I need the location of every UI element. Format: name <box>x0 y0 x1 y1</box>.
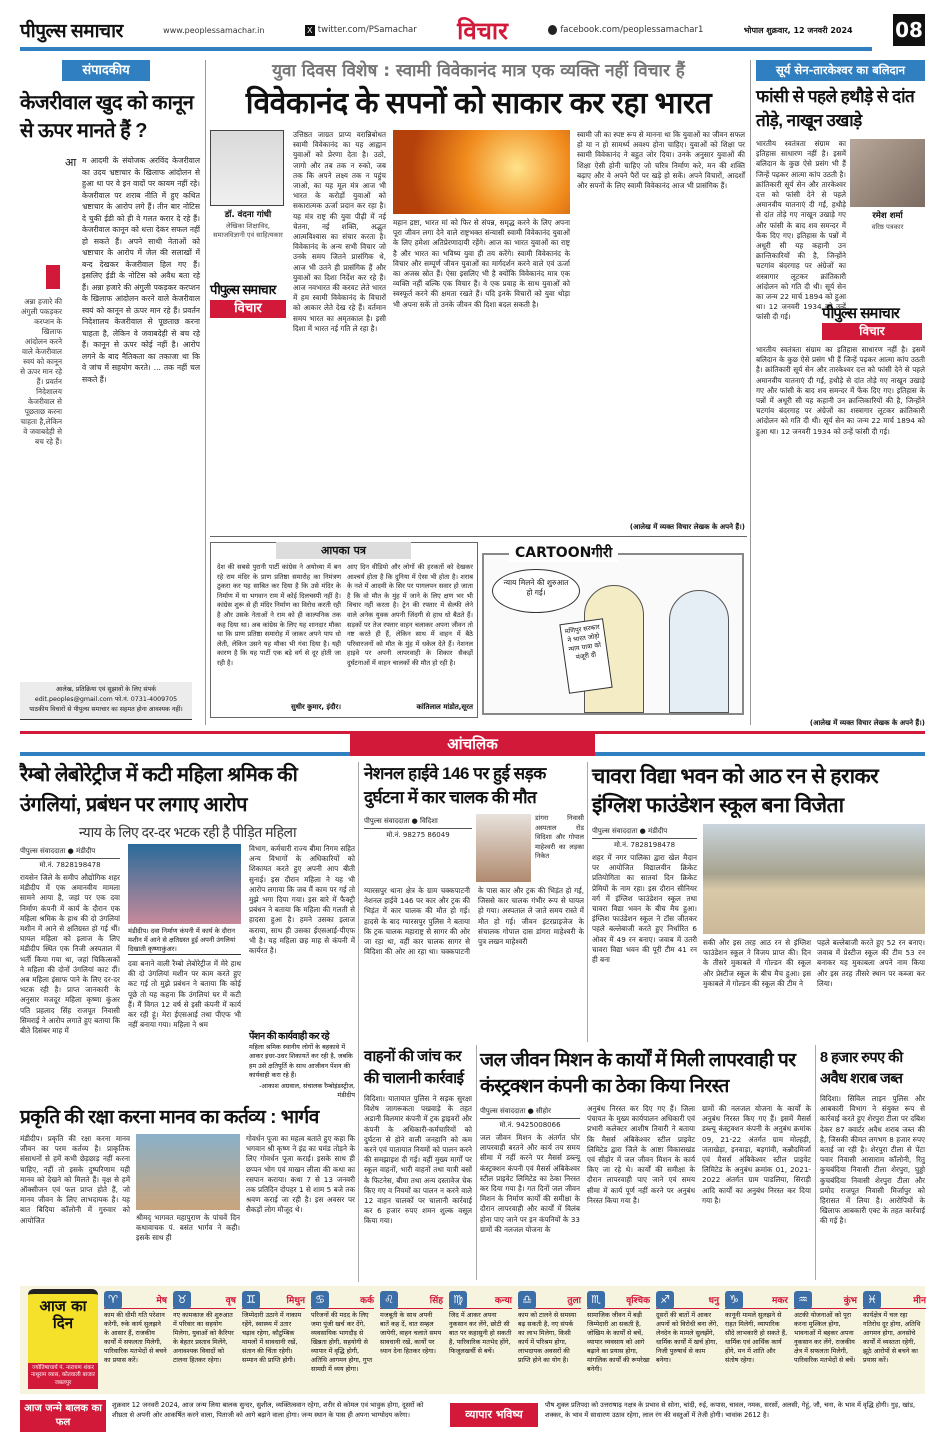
column-divider-right <box>750 60 751 725</box>
author-role: लेखिका शिक्षाविद, समाजविज्ञानी एवं साहित्यकार <box>213 222 283 239</box>
twitter-link[interactable]: twitter.com/PSamachar <box>317 25 417 35</box>
rambo-quote: महिला श्रमिक स्थानीय लोगों के बहकावे में आकर इधर-उधर शिकायतें कर रही है, जबकि हम उसे क्षतिपूर्ति के साथ आजीवन पेंशन की कार्यवाही करा रहे हैं। <box>249 1043 353 1079</box>
rambo-mobile: मो.नं. 7828198478 <box>39 861 101 869</box>
lead-body-1: उत्तिष्ठत जाग्रत प्राप्य वरान्निबोधत स्वामी विवेकानंद का यह आह्वान युवाओं को प्रेरणा देता है। उठो, जागो और तब तक न रुको, जब तक कि अपने लक्ष्य तक न पहुंच जाओ, का यह मूल मंत्र आज भी भारत के करोड़ों युवाओं को सकारात्मक ऊर्जा प्रदान कर रहा है। यह मंत्र राष्ट्र की युवा पीढ़ी में नई चेतना, नई शक्ति, अद्भुत आत्मविश्वास का संचार करता है। विवेकानंद के अन्य सभी विचार जो उनके समय जितने प्रासंगिक थे, आज भी उतने ही प्रासंगिक हैं और युवाओं का दिशा निर्देश कर रहे हैं। आज नवभारत की करवट लेते भारत में हम स्वामी विवेकानंद के विचारों को आकार लेते देख रहे हैं। वर्तमान समय भारत का अमृतकाल है। इसी दिशा में भारत नई गति ले रहा है। <box>293 130 386 333</box>
zodiac-text: काम को टालने से समस्या बढ़ सकती है, नए संपर्क का लाभ मिलेगा, किसी कार्य में परिश्रम होगा, लाभदायक अवसरों की प्राप्ति होने का योग है। <box>518 1311 577 1364</box>
zodiac-icon: ♎ <box>518 1291 536 1309</box>
horoscope-title-box <box>28 1289 98 1389</box>
horoscope-sign-7 <box>587 1291 650 1374</box>
editorial-headline: केजरीवाल खुद को कानून से ऊपर मानते हैं ? <box>20 92 194 142</box>
horoscope-sign-11 <box>863 1291 926 1374</box>
cartoon-box <box>482 545 744 715</box>
trade-forecast-text: पौष शुक्ल प्रतिपदा को उत्तराषाढ़ नक्षत्र के प्रभाव से सोना, चांदी, रुई, कपास, चावल, नमक, सरसों, अलसी, गेहूं, जौ, चना, के भाव में वृद्धि होगी। गुड़, खांड, शक्कर, के भाव में साधारण उठाव रहेगा, लाल रंग की वस्तुओं में तेजी होगी। भावांक 2612 है। <box>545 1401 916 1419</box>
highway-byline: पीपुल्स संवाददाता ● विदिशा <box>364 817 472 829</box>
page-number: 08 <box>893 14 925 46</box>
zodiac-icon: ♌ <box>380 1291 398 1309</box>
lead-kicker: युवा दिवस विशेष : स्वामी विवेकानंद मात्र एक व्यक्ति नहीं विचार हैं <box>272 61 685 81</box>
prakriti-article <box>20 1106 355 1278</box>
author-photo <box>210 130 284 206</box>
sharab-headline: 8 हजार रुपए की अवैध शराब जब्त <box>820 1050 903 1087</box>
sharab-article <box>820 1048 925 1276</box>
rambo-body-2: दवा बनाने वाली रैम्बो लेबोरेट्रीज में मेरे हाथ की दो उंगलियां मशीन पर काम करते हुए कट गई तो मुझे प्रबंधन ने बताया कि कोई पूछे तो यह कहना कि उंगलियां घर में कटी हैं। मैं विगत 12 वर्ष से इसी कंपनी में कार्य कर रही हूं। मेरा ईएसआई तथा पीएफ भी नहीं बनाया गया। महिला ने श्रम <box>128 959 241 1030</box>
header-rule <box>20 47 872 51</box>
facebook-icon <box>548 25 557 35</box>
jal-body-3: ग्रामों की नलजल योजना के कार्यों के अनुबंध निरस्त किए गए हैं। इसमें मैसर्स डब्ल्यू कंस्ट्रक्शन कंपनी के अनुबंध क्रमांक 09, 21-22 अंतर्गत ग्राम मोल्हड़ी, जताखेड़ा, इनवाड़ा, बड़गांवी, कन्नौदमिर्जा एवं मैसर्स अंबिकेश्वर स्टील प्राइवेट लिमिटेड के अनुबंध क्रमांक 01, 2021-2022 अंतर्गत ग्राम पाडलिया, सिराड़ी आदि कार्यों का अनुबंध निरस्त कर दिया गया है। <box>702 1104 811 1205</box>
editorial-tag: संपादकीय <box>62 60 150 81</box>
horoscope-sign-3 <box>311 1291 374 1374</box>
contact-box <box>20 682 192 720</box>
issue-date: भोपाल शुक्रवार, 12 जनवरी 2024 <box>743 25 853 35</box>
born-child-title: आज जन्मे बालक का फल <box>20 1400 106 1432</box>
rambo-photo-caption: मंडीदीप। दवा निर्माण कंपनी में कार्य के दौरान मशीन में आने से क्षतिग्रस्त हुई अपनी उंगलियां दिखाती कृष्णाकुंअर। <box>128 927 241 955</box>
facebook-group <box>548 25 703 35</box>
speech-bubble: न्याय मिलने की शुरुआत हो गई। <box>492 569 580 613</box>
lead-content <box>210 130 747 532</box>
highway-side-text: डांगरा निवासी अस्पताल रोड विदिशा और गोपाल माहेश्वरी का लड़का निकेत <box>535 814 584 860</box>
trade-forecast-title: व्यापार भविष्य <box>450 1403 538 1427</box>
zodiac-text: कार्यक्षेत्र में चल रहा गतिरोध दूर होगा, अतिथि आगमन होगा, अनसोचे कार्यों में व्यस्तता रहेगी, झूठे आरोपों से बचने का प्रयास करें। <box>863 1311 921 1364</box>
astrologer-name: ज्योतिषाचार्य पं. नारायण शंकर नाथूराम व्यास, कोतवाली बाजार जबलपुर <box>28 1363 98 1390</box>
chawra-article <box>592 762 925 1042</box>
cartoon-title: CARTOONगीरी <box>509 543 618 562</box>
lead-logo-tag: विचार <box>210 300 286 318</box>
right-logo: पीपुल्स समाचार <box>822 304 899 322</box>
letter-2: आए दिन वीडियो और लोगों की हरकतों को देखकर आश्चर्य होता है कि दुनिया में ऐसा भी होता है। शराब के नशे में आदमी के सिर पर पागलपन सवार हो जाता है कि वो मौत के मुंह में जाने के लिए क्षण भर भी विचार नहीं करता है। ट्रेन की रफ्तार में सेल्फी लेने वाले अनेक युवक अपनी जिंदगी से हाथ धो बैठते हैं। सड़कों पर तेज रफ्तार वाहन चलाकर अपना जीवन तो नष्ट करते ही हैं, लेकिन साथ में वाहन में बैठे परिवारजनों को मौत के मुंह में धकेल देते हैं। नेशनल हाइवे पर अपनी लापरवाही के शिकार सैकड़ों दुर्घटनाओं में वाहन चालकों की मौत हो रही है। <box>347 563 473 667</box>
rambo-col-2 <box>128 844 241 1100</box>
zodiac-name: वृश्चिक <box>626 1296 650 1306</box>
letter-2-signature: कांतिलाल मांडोत,सूरत <box>416 703 473 711</box>
pull-quote-column <box>20 155 62 676</box>
zodiac-header <box>656 1291 719 1309</box>
rambo-body-3: विभाग, कर्मचारी राज्य बीमा निगम सहित अन्य विभागों के अधिकारियों को शिकायत करते हुए अपनी आप बीती सुनाई। इस दौरान महिला ने यह भी आरोप लगाया कि जब मैं काम पर गई तो मुझे भगा दिया गया। इस बारे में फैक्ट्री प्रबंधन ने बताया कि महिला की गलती से हादसा हुआ है। हमने उसका इलाज कराया, साथ ही उसका ईएसआई-पीएफ भी है। यह महिला छह माह से कंपनी में कार्यरत है। <box>249 844 355 956</box>
twitter-group <box>305 25 417 36</box>
zodiac-icon: ♉ <box>173 1291 191 1309</box>
right-author-role: वरिष्ठ पत्रकार <box>871 223 904 231</box>
horoscope-sign-6 <box>518 1291 581 1374</box>
zodiac-icon: ♍ <box>449 1291 467 1309</box>
lead-body-3: स्वामी जी का स्पष्ट रूप से मानना था कि युवाओं का जीवन सफल हो या न हो सामर्थ्य अवश्य होना चाहिए। युवाओं को शिक्षा पर स्वामी विवेकानंद ने बहुत जोर दिया। उनके अनुसार युवाओं की शिक्षा ऐसी होनी चाहिए जो चरित्र निर्माण करे, मन की शक्ति बढ़ाए और वे अपने पैरों पर खड़े हो सकें। अपने विचारों, आदर्शों और सपनों के लिए स्वामी विवेकानंद आज भी प्रासंगिक हैं। <box>577 130 745 191</box>
jal-byline: पीपुल्स संवाददाता ● सीहोर <box>480 1107 580 1119</box>
horoscope-sign-1 <box>173 1291 236 1374</box>
prakriti-headline: प्रकृति की रक्षा करना मानव का कर्तव्य : भार्गव <box>20 1107 319 1128</box>
zodiac-text: दूसरों की बातों में आकर अपनों को विरोधी बना लेंगे, लेनदेन के मामले सुलझेंगे, धार्मिक कार्यों में खर्च होगा, निजी पुरुषार्थ से काम बनेगा। <box>656 1311 719 1364</box>
horoscope-title: आज का दिन <box>39 1297 87 1332</box>
zodiac-header <box>794 1291 857 1309</box>
highway-top <box>364 814 584 882</box>
kathavachak-photo <box>136 1134 240 1210</box>
rambo-body-1: रायसेन जिले के समीप औद्योगिक शहर मंडीदीप में एक अमानवीय मामला सामने आया है, जहां पर एक दवा निर्माण कंपनी में कार्य के दौरान एक महिला श्रमिक के हाथ की दो उंगलियां मशीन में आने से क्षतिग्रस्त हो गई थीं। घायल महिला को इलाज के लिए मंडीदीप स्थित एक निजी अस्पताल में भर्ती किया गया था, जहां चिकित्सकों ने महिला की दोनों उंगलियां काट दीं। अब महिला इंसाफ पाने के लिए दर-दर भटक रही है। प्राप्त जानकारी के अनुसार मजदूर महिला कृष्णा कुंअर पति प्रहलाद सिंह राजपूत निवासी सिमराई ने आरोप लगाते हुए बताया कि बीते दिसंबर माह में <box>20 873 120 1036</box>
letters-title: आपका पत्र <box>276 542 411 559</box>
zodiac-header <box>242 1291 305 1309</box>
right-tag: सूर्य सेन-तारकेश्वर का बलिदान <box>756 60 925 81</box>
zodiac-header <box>518 1291 581 1309</box>
prakriti-body-1: मंडीदीप। प्रकृति की रक्षा करना मानव जीवन का परम कर्तव्य है। प्राकृतिक संसाधनों से हमें कभी छेड़छाड़ नहीं करना चाहिए, नहीं तो इसके दुष्परिणाम यही मानव को देखने को मिलते हैं। वृक्ष से हमें ऑक्सीजन एवं फल प्राप्त होते हैं, जो मानव जीवन के लिए लाभदायक है। यह बात बिदिया कॉलोनी में गुरुवार को आयोजित <box>20 1134 130 1225</box>
prakriti-content <box>20 1134 355 1278</box>
divider <box>358 762 359 1282</box>
author-name: डॉ. वंदना गांधी <box>224 210 272 220</box>
zodiac-name: मीन <box>913 1296 926 1306</box>
zodiac-name: मकर <box>772 1296 788 1306</box>
highway-mobile: मो.नं. 98275 86049 <box>386 831 450 839</box>
zodiac-icon: ♊ <box>242 1291 260 1309</box>
prakriti-body-2: गोवर्धन पूजा का महत्व बताते हुए कहा कि भगवान श्री कृष्ण ने इंद्र का घमंड तोड़ने के लिए गोवर्धन पूजा कराई। इसके साथ ही छप्पन भोग एवं माखन लीला की कथा का रसपान कराया। कथा 7 से 13 जनवरी तक प्रतिदिन दोपहर 1 से शाम 5 बजे तक श्रवण कराई जा रही है। इस अवसर पर सैकड़ों लोग मौजूद थे। <box>246 1134 355 1215</box>
editorial-column <box>20 60 200 676</box>
lead-right-column <box>577 130 745 532</box>
zodiac-icon: ♐ <box>656 1291 674 1309</box>
rambo-article <box>20 760 355 1100</box>
zodiac-header <box>380 1291 443 1309</box>
born-child-text: शुक्रवार 12 जनवरी 2024, आज जन्म लिया बालक सुन्दर, सुशील, व्यक्तित्ववान रहेगा, शरीर से कोमल एवं भावुक होगा, दूसरों को शीघ्रता से अपनी ओर आकर्षित करने वाला, पिताजी को आगे बढ़ाने वाला होगा। जन्म स्थान के पास ही अपना भाग्योदय करेगा। <box>112 1401 424 1419</box>
zodiac-text: सामाजिक जीवन में बड़ी जिम्मेदारी आ सकती है, जोखिम के कार्यों से बचें, व्यापार व्यवसाय को आगे बढ़ाने का प्रयास होगा, मांगलिक कार्यों की रूपरेखा बनेगी। <box>587 1311 650 1373</box>
zodiac-icon: ♈ <box>104 1291 122 1309</box>
lead-body-2: महान द्रष्टा, भारत मां को फिर से संपन्न, समृद्ध करने के लिए अपना पूरा जीवन लगा देने वाले राष्ट्रभक्त संन्यासी स्वामी विवेकानंद युवाओं के लिए हमेशा अतिप्रेरणादायी रहेंगे। आज का भारत युवाओं का राष्ट्र है और भारत का भविष्य युवा ही तय करेंगे। स्वामी विवेकानंद के विचार और सम्पूर्ण जीवन युवाओं का मार्गदर्शन करने वाले एवं ऊर्जा का अजस्र स्रोत हैं। ऐसा इसलिए भी है क्योंकि विवेकानंद मात्र एक व्यक्ति नहीं बल्कि एक विचार हैं। वे एक प्रवाह के साथ युवाओं को स्वस्फूर्त करने की क्षमता रखते हैं। यदि इनके विचारों को युवा थोड़ा भी अपना सकें तो उनके जीवन की दिशा बदल सकती है। <box>393 218 570 309</box>
jal-content <box>480 1104 811 1276</box>
zodiac-name: सिंह <box>429 1296 443 1306</box>
sharab-body: विदिशा। सिविल लाइन पुलिस और आबकारी विभाग ने संयुक्त रूप से कार्रवाई करते हुए शेरपुरा टीला पर दबिश देकर 87 क्वार्टर अवैध शराब जब्त की है, जिसकी कीमत लगभग 8 हजार रुपए बताई जा रही है। शेरपुरा टीला से पेंटा पवार निवासी आसाराम कॉलोनी, रितु कुचबंदिया निवासी टीला शेरपुरा, घुड्डो कुचबंदिया निवासी शेरपुरा टीला और प्रमोद राजपूत निवासी मिर्जापुर को हिरासत में लिया है। आरोपियों के खिलाफ आबकारी एक्ट के तहत कार्रवाई की गई है। <box>820 1094 925 1226</box>
section-title: विचार <box>457 18 508 45</box>
highway-byline-box <box>364 814 472 882</box>
divider <box>587 762 588 1042</box>
zodiac-header <box>725 1291 788 1309</box>
rambo-col-3 <box>249 844 355 1100</box>
zodiac-text: जिद में आकर अपना नुकसान कर लेंगे, छोटी सी बात पर कहासुनी हो सकती है, पारिवारिक मतभेद होंगे, फिजूलखर्ची से बचें। <box>449 1311 512 1355</box>
rambo-content <box>20 844 355 1100</box>
lead-headline: विवेकानंद के सपनों को साकार कर रहा भारत <box>245 87 712 120</box>
zodiac-text: मजबूती के साथ अपनी बातें कह दें, वात सम्हल जायेगी, वाहन चलाते समय सावधानी रखें, कार्यों पर ध्यान देना हितकर रहेगा। <box>380 1311 442 1355</box>
masthead <box>20 14 925 46</box>
divider <box>476 1045 477 1280</box>
zodiac-header <box>863 1291 926 1309</box>
lead-author-column <box>210 130 286 532</box>
right-headline: फांसी से पहले हथौड़े से दांत तोड़े, नाखून उखाड़े <box>756 87 915 130</box>
zodiac-name: मिथुन <box>286 1296 305 1306</box>
prakriti-photo-col <box>136 1134 240 1278</box>
right-body: भारतीय स्वतंत्रता संग्राम का इतिहास साधारण नहीं है। इसमें बलिदान के कुछ ऐसे प्रसंग भी हैं जिन्हें पढ़कर आत्मा कांप उठती है। क्रांतिकारी सूर्य सेन और तारकेश्वर दत्त को फांसी देने से पहले अमानवीय यातनाएं दी गईं, हथौड़े से दांत तोड़े गए नाखून उखाड़े गए और फांसी के बाद शव समन्दर में फेंक दिए गए। इतिहास के पन्नों में अधूरी सी यह कहानी उन क्रान्तिकारियों की है, जिन्होंने चटगांव बंदरगाह पर अंग्रेजों का शस्त्रागार लूटकर क्रांतिकारी आंदोलन को गति दी थी। सूर्य सेन का जन्म 22 मार्च 1894 को हुआ था। 12 जनवरी 1934 को उन्हें फांसी दी गई। <box>756 139 846 322</box>
horoscope-sign-2 <box>242 1291 305 1374</box>
horoscope-sign-5 <box>449 1291 512 1374</box>
right-footer: (आलेख में व्यक्त विचार लेखक के अपने हैं।) <box>809 719 925 727</box>
newspaper-logo: पीपुल्स समाचार <box>20 21 123 42</box>
horoscope-sign-4 <box>380 1291 443 1374</box>
zodiac-header <box>587 1291 650 1309</box>
zodiac-text: काम की धीमी गति परेशान करेगी, रुके कार्य सुलझने के आसार हैं, राजकीय कार्यों में सफलता मिलेगी, पारिवारिक मतभेदों से बचने का प्रयास करें। <box>104 1311 167 1364</box>
zodiac-text: कानूनी मामले सुलझने से राहत मिलेगी, व्यापारिक सौदे लाभकारी हो सकते हैं, धार्मिक एवं आर्थिक कार्य होंगे, मन में शांति और संतोष रहेगा। <box>725 1311 788 1364</box>
column-divider <box>205 60 206 725</box>
chawra-col-1 <box>592 824 697 1042</box>
jal-article <box>480 1048 811 1276</box>
zodiac-icon: ♒ <box>794 1291 812 1309</box>
zodiac-name: कन्या <box>494 1296 512 1306</box>
zodiac-header <box>104 1291 167 1309</box>
regional-section-title: आंचलिक <box>350 733 595 756</box>
editorial-content <box>20 155 200 676</box>
horoscope-sign-10 <box>794 1291 857 1374</box>
chawra-lower <box>703 938 925 1042</box>
facebook-link[interactable]: facebook.com/peoplessamachar1 <box>560 25 704 35</box>
zodiac-name: मेष <box>156 1296 167 1306</box>
divider <box>815 1045 816 1280</box>
chawra-body-1: शहर में नगर पालिका द्वारा खेल मैदान पर आयोजित विद्यालयीन क्रिकेट प्रतियोगिता का सातवां दिन क्रिकेट प्रेमियों के नाम रहा। इस दौरान सीनियर वर्ग में इंग्लिश फाउंडेशन स्कूल तथा चावरा विद्या भवन के बीच मैच हुआ। इंग्लिश फाउंडेशन स्कूल ने टॉस जीतकर पहले बल्लेबाजी करते हुए निर्धारित 6 ओवर में 49 रन बनाए। जवाब में उतरी चावरा विद्या भवन की पूरी टीम 41 रन ही बना <box>592 853 697 965</box>
letter-1: देश की सबसे पुरानी पार्टी कांग्रेस ने अयोध्या में बन रहे राम मंदिर के प्राण प्रतिष्ठा समारोह का निमंत्रण ठुकरा कर यह साबित कर दिया है कि उसे मंदिर के निर्माण में या भगवान राम में कोई दिलचस्पी नहीं है। कांग्रेस शुरू से ही मंदिर निर्माण का विरोध करती रही है और उसके नेताओं ने राम को ही काल्पनिक तक कह दिया था। अब कांग्रेस के लिए यह शानदार मौका था कि प्राण प्रतिष्ठा समारोह में जाकर अपने पाप धो लेती, लेकिन उसने यह मौका भी गंवा दिया है। यही कारण है कि यह पार्टी एक बड़े वर्ग से दूर होती जा रही है। <box>217 563 341 667</box>
letter-1-signature: सुधीर कुमार, इंदौर। <box>291 703 341 711</box>
rambo-quote-signature: -आकाश अग्रवाल, संचालक रैम्बोइंडस्ट्रीज, मंडीदीप <box>259 1082 355 1099</box>
section-divider <box>210 536 747 537</box>
cartoon-figure-right <box>669 590 729 713</box>
lead-center-column <box>393 130 570 532</box>
letters-box <box>210 542 478 718</box>
website-link[interactable]: www.peoplessamachar.in <box>163 25 265 35</box>
highway-headline: नेशनल हाईवे 146 पर हुई सड़क दुर्घटना में कार चालक की मौत <box>364 764 546 807</box>
jal-headline: जल जीवन मिशन के कार्यों में मिली लापरवाही पर कंस्ट्रक्शन कंपनी का ठेका किया निरस्त <box>480 1050 796 1097</box>
right-author-box <box>850 139 925 299</box>
rambo-quote-title: पेंशन की कार्यवाही कर रहे <box>249 1031 330 1043</box>
prakriti-caption: श्रीमद् भागवत महापुराण के पांचवें दिन कथावाचक पं. बसंत भार्गव ने कही। इसके साथ ही <box>136 1213 240 1243</box>
rambo-photo <box>128 844 241 924</box>
vahan-body: विदिशा। यातायात पुलिस ने सड़क सुरक्षा विशेष जागरूकता पखवाड़े के तहत अडानी विलमार कंपनी में ट्रक ड्राइवरों और कंपनी के अधिकारी-कर्मचारियों को दुर्घटना से होने वाली जनहानि को कम करने एवं यातायात नियमों को पालन करने की समझाइश दी गई। वहीं मुख्य मार्गों पर स्कूल वाहनों, भारी वाहनों तथा यात्री बसों के फिटनेस, बीमा तथा अन्य दस्तावेज चेक किए गए व नियमों का पालन न करने वाले 12 वाहन चालकों पर चालानी कार्रवाई कर 6 हजार रुपए शमन शुल्क वसूल किया गया। <box>364 1094 472 1226</box>
zodiac-text: जिम्मेदारी उठाने में नाकाम रहेंगे, स्वास्थ्य में उतार चढ़ाव रहेगा, कौटुम्बिक मामलों में सावधानी रखें, संतान की चिंता रहेगी। सम्मान की प्राप्ति होगी। <box>242 1311 302 1364</box>
right-logo-tag: विचार <box>822 323 922 340</box>
chawra-body-3: पहले बल्लेबाजी करते हुए 52 रन बनाए। जवाब में प्रेस्टीज स्कूल की टीम 53 रन बनाकर यह मुकाबला अपने नाम किया और इस तरह तीसरे स्थान पर कब्जा कर लिया। <box>817 938 925 988</box>
lead-logo: पीपुल्स समाचार <box>210 283 276 298</box>
jal-col-1 <box>480 1104 580 1276</box>
victim-photo <box>476 814 531 882</box>
right-column <box>756 60 925 728</box>
disclaimer: पाठकीय विचारों से पीपुल्स समाचार का सहमत होना आवश्यक नहीं। <box>29 706 183 713</box>
rambo-headline: रैम्बो लेबोरेट्रीज में कटी महिला श्रमिक की उंगलियां, प्रबंधन पर लगाए आरोप <box>20 764 298 816</box>
zodiac-icon: ♑ <box>725 1291 743 1309</box>
editorial-body: म आदमी के संयोजक अरविंद केजरीवाल का उदय भ्रष्टाचार के खिलाफ आंदोलन से हुआ था पर वे इन वादों पर कायम नहीं रहे। केजरीवाल पर शराब नीति में हुए कथित भ्रष्टाचार के आरोप लगे हैं। तीन बार नोटिस दे चुकी ईडी को ही वे गलत करार दे रहे हैं। केजरीवाल कानून को धत्ता देकर सफल नहीं हो सकते हैं। अपने साथी नेताओं को भ्रष्टाचार के आरोप में जेल की सलाखों में बन्द देखकर केजरीवाल हिल गए हैं। इसलिए ईडी के नोटिस को अवैध बता रहे हैं। अन्ना हजारे की अंगुली पकड़कर करप्शन के खिलाफ आंदोलन करने वाले केजरीवाल स्वयं को कानून से ऊपर मान रहे हैं। प्रवर्तन निदेशालय केजरीवाल से पूछताछ करना चाहता है, लेकिन वे जवाबदेही से बच रहे हैं। कानून से ऊपर कोई नहीं है। आरोप लगने के बाद नैतिकता का तकाजा था कि वे जांच में सहयोग करते। ... तक नहीं चल सकते हैं। <box>82 156 200 384</box>
zodiac-icon: ♋ <box>311 1291 329 1309</box>
chawra-headline: चावरा विद्या भवन को आठ रन से हराकर इंग्लिश फाउंडेशन स्कूल बना विजेता <box>592 765 879 817</box>
chawra-mobile: मो.नं. 7828198478 <box>613 841 676 849</box>
contact-line: आलेख, प्रतिक्रिया एवं सुझावों के लिए संपर्क <box>55 686 157 693</box>
zodiac-name: धनु <box>708 1296 719 1306</box>
zodiac-name: तुला <box>567 1296 581 1306</box>
horoscope-sign-8 <box>656 1291 719 1374</box>
chawra-byline: पीपुल्स संवाददाता ● मंडीदीप <box>592 827 697 839</box>
cricket-ground-photo <box>703 824 925 934</box>
zodiac-icon: ♏ <box>587 1291 605 1309</box>
rambo-byline: पीपुल्स संवाददाता ● मंडीदीप <box>20 847 120 859</box>
zodiac-header <box>449 1291 512 1309</box>
zodiac-name: कुंभ <box>843 1296 857 1306</box>
drop-cap: आ <box>65 156 77 169</box>
vahan-headline: वाहनों की जांच कर की चालानी कार्रवाई <box>364 1048 464 1087</box>
right-body-cont: भारतीय स्वतंत्रता संग्राम का इतिहास साधारण नहीं है। इसमें बलिदान के कुछ ऐसे प्रसंग भी हैं जिन्हें पढ़कर आत्मा कांप उठती है। क्रांतिकारी सूर्य सेन और तारकेश्वर दत्त को फांसी देने से पहले अमानवीय यातनाएं दी गईं, हथौड़े से दांत तोड़े गए नाखून उखाड़े गए और फांसी के बाद शव समन्दर में फेंक दिए गए। इतिहास के पन्नों में अधूरी सी यह कहानी उन क्रान्तिकारियों की है, जिन्होंने चटगांव बंदरगाह पर अंग्रेजों का शस्त्रागार लूटकर क्रांतिकारी आंदोलन को गति दी थी। सूर्य सेन का जन्म 22 मार्च 1894 को हुआ था। 12 जनवरी 1934 को उन्हें फांसी दी गई। <box>756 345 925 436</box>
zodiac-header <box>173 1291 236 1309</box>
highway-article <box>364 762 584 1040</box>
lead-article <box>210 60 747 532</box>
chawra-content <box>592 824 925 1042</box>
zodiac-name: कर्क <box>360 1296 374 1306</box>
zodiac-list <box>104 1291 925 1374</box>
zodiac-text: नए कामकाज की शुरुआत में परिवार का सहयोग मिलेगा, युवाओं को कैरियर के बेहतर प्रस्ताव मिलेंगे, अनावश्यक विवादों को टालना हितकर रहेगा। <box>173 1311 234 1364</box>
vivekananda-photo <box>393 130 570 214</box>
contact-email[interactable]: edit.peoples@gmail.com फो.नं. 0731-4009705 <box>34 696 178 703</box>
highway-body: ग्यारसपुर थाना क्षेत्र के ग्राम चक्कपाटनी नेशनल हाईवे 146 पर कार और ट्रक की भिड़ंत में कार चालक की मौत हो गई। हादसे के बाद ग्यारसपुर पुलिस ने बताया कि ट्रक चालक महाराष्ट्र से सागर की ओर जा रहा था, वहीं कार चालक सागर से विदिशा की ओर आ रहा था। चक्कपाटनी के पास कार और ट्रक की भिड़ंत हो गई, जिससे कार चालक गंभीर रूप से घायल हो गया। अस्पताल ले जाते समय रास्ते में मौत हो गई। जीवन इंटरप्राइजेज के संचालक गोपाल दास डांगरा माहेश्वरी के पुत्र लखन माहेश्वरी <box>364 886 584 957</box>
chawra-body-2: सकी और इस तरह आठ रन से इंग्लिश फाउंडेशन स्कूल ने विजय प्राप्त की। दिन के तीसरे मुकाबले में गोल्डन की स्कूल और प्रेस्टीज स्कूल के बीच मैच हुआ। इस मुकाबले में गोल्डन की स्कूल की टीम ने <box>703 938 811 988</box>
zodiac-header <box>311 1291 374 1309</box>
zodiac-icon: ♓ <box>863 1291 881 1309</box>
editorial-pull-quote: अन्ना हजारे की अंगुली पकड़कर करप्शन के खिलाफ आंदोलन करने वाले केजरीवाल स्वयं को कानून से ऊपर मान रहे हैं। प्रवर्तन निदेशालय केजरीवाल से पूछताछ करना चाहता है,लेकिन वे जवाबदेही से बच रहे हैं। <box>20 297 62 446</box>
zodiac-name: वृष <box>225 1296 236 1306</box>
right-author: रमेश शर्मा <box>872 211 903 221</box>
pull-quote-marker <box>46 265 60 289</box>
lead-footer: (आलेख में व्यक्त विचार लेखक के अपने हैं।) <box>629 523 745 531</box>
twitter-icon: X <box>305 25 315 36</box>
horoscope-sign-9 <box>725 1291 788 1374</box>
jal-body-1: जल जीवन मिशन के अंतर्गत घोर लापरवाही बरतने और कार्य तय समय सीमा में नहीं करने पर मैसर्स डब्ल्यू कंस्ट्रक्शन कंपनी एवं मैसर्स अंबिकेश्वर स्टील प्राइवेट लिमिटेड का ठेका निरस्त कर दिया गया है। गत दिनों जल जीवन मिशन के निर्माण कार्यों की समीक्षा के दौरान लापरवाही और कार्यों में विलंब होना पाए जाने पर इन कंपनियों के 33 ग्रामों की नलजल योजना के <box>480 1133 580 1234</box>
jal-mobile: मो.नं. 9425008066 <box>499 1121 561 1129</box>
author-photo-right <box>850 139 925 207</box>
vahan-article <box>364 1046 472 1276</box>
chawra-col-2 <box>703 824 925 1042</box>
jal-body-2: अनुबंध निरस्त कर दिए गए हैं। जिला पंचायत के मुख्य कार्यपालन अधिकारी एवं प्रभारी कलेक्टर आशीष तिवारी ने बताया कि मैसर्स अंबिकेश्वर स्टील प्राइवेट लिमिटेड द्वारा जिले के आष्टा विकासखंड एवं सीहोर में जल जीवन मिशन के कार्य किए जा रहे थे। कार्यों की समीक्षा के दौरान लापरवाही पाए जाने एवं समय सीमा में कार्य पूर्ण नहीं करने पर अनुबंध निरस्त किया गया है। <box>587 1104 695 1205</box>
horoscope-sign-0 <box>104 1291 167 1374</box>
zodiac-text: अटकी योजनाओं को पूरा करना मुश्किल होगा, भावनाओं में बहकर अपना नुकसान कर लेंगे, राजकीय क्षेत्र में सफलता मिलेगी, पारिवारिक मतभेदों से बचें। <box>794 1311 856 1364</box>
zodiac-text: परिजनों की मदद के लिए जमा पूंजी खर्च कर देंगे, व्यवसायिक भागदौड़ से खिन्नता होगी, सहयोगी से व्यापार में वृद्धि होगी, अतिथि आगमन होगा, गुप्त सामग्री में व्यय होगा। <box>311 1311 373 1373</box>
rambo-subheadline: न्याय के लिए दर-दर भटक रही है पीड़ित महिला <box>78 824 297 840</box>
rambo-col-1 <box>20 844 120 1100</box>
cartoon-paper: मणिपुर सरकार ने भारत जोड़ो न्याय यात्रा को मंजूरी दी <box>559 618 612 693</box>
